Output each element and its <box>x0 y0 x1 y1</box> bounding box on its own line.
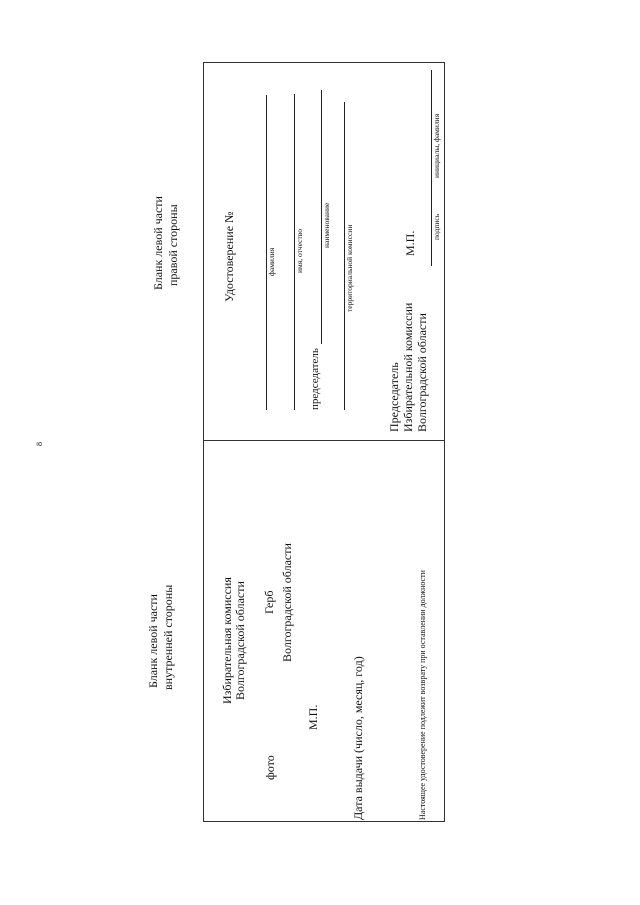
issue-date-label: Дата выдачи (число, месяц, год) <box>351 656 365 820</box>
card-fold-line <box>203 440 445 441</box>
name-of-caption: наименование <box>322 202 331 248</box>
right-part-caption-line2: правой стороны <box>166 204 180 286</box>
chairman-label: председатель <box>309 348 321 410</box>
initials-caption: инициалы, фамилия <box>432 113 441 178</box>
commission-name-line1: Избирательная комиссия <box>220 577 234 704</box>
chairman-block-line1: Председатель <box>387 362 401 432</box>
left-part-caption-line1: Бланк левой части <box>146 594 160 688</box>
page-number: 8 <box>35 442 44 446</box>
certificate-title: Удостоверение № <box>222 211 236 302</box>
signature-caption: подпись <box>432 213 441 240</box>
territorial-caption: территориальной комиссии <box>345 224 354 312</box>
name-caption: имя, отчество <box>295 228 304 273</box>
right-part-caption-line1: Бланк левой части <box>151 196 165 290</box>
stamp-label-right: М.П. <box>403 230 417 256</box>
commission-name-line2: Волгоградской области <box>233 581 247 700</box>
return-notice: Настоящее удостоверение подлежит возврату при оставлении должности <box>418 570 427 820</box>
left-part-caption-line2: внутренней стороны <box>161 584 175 690</box>
chairman-block-line3: Волгоградской области <box>415 313 429 432</box>
stamp-label-left: М.П. <box>306 704 320 730</box>
emblem-region-label: Волгоградской области <box>280 543 294 662</box>
surname-caption: фамилия <box>267 247 276 276</box>
photo-placeholder-label: фото <box>263 755 277 780</box>
certificate-card-frame <box>203 62 445 822</box>
chairman-block-line2: Избирательной комиссии <box>401 302 415 432</box>
emblem-label: Герб <box>262 590 276 614</box>
